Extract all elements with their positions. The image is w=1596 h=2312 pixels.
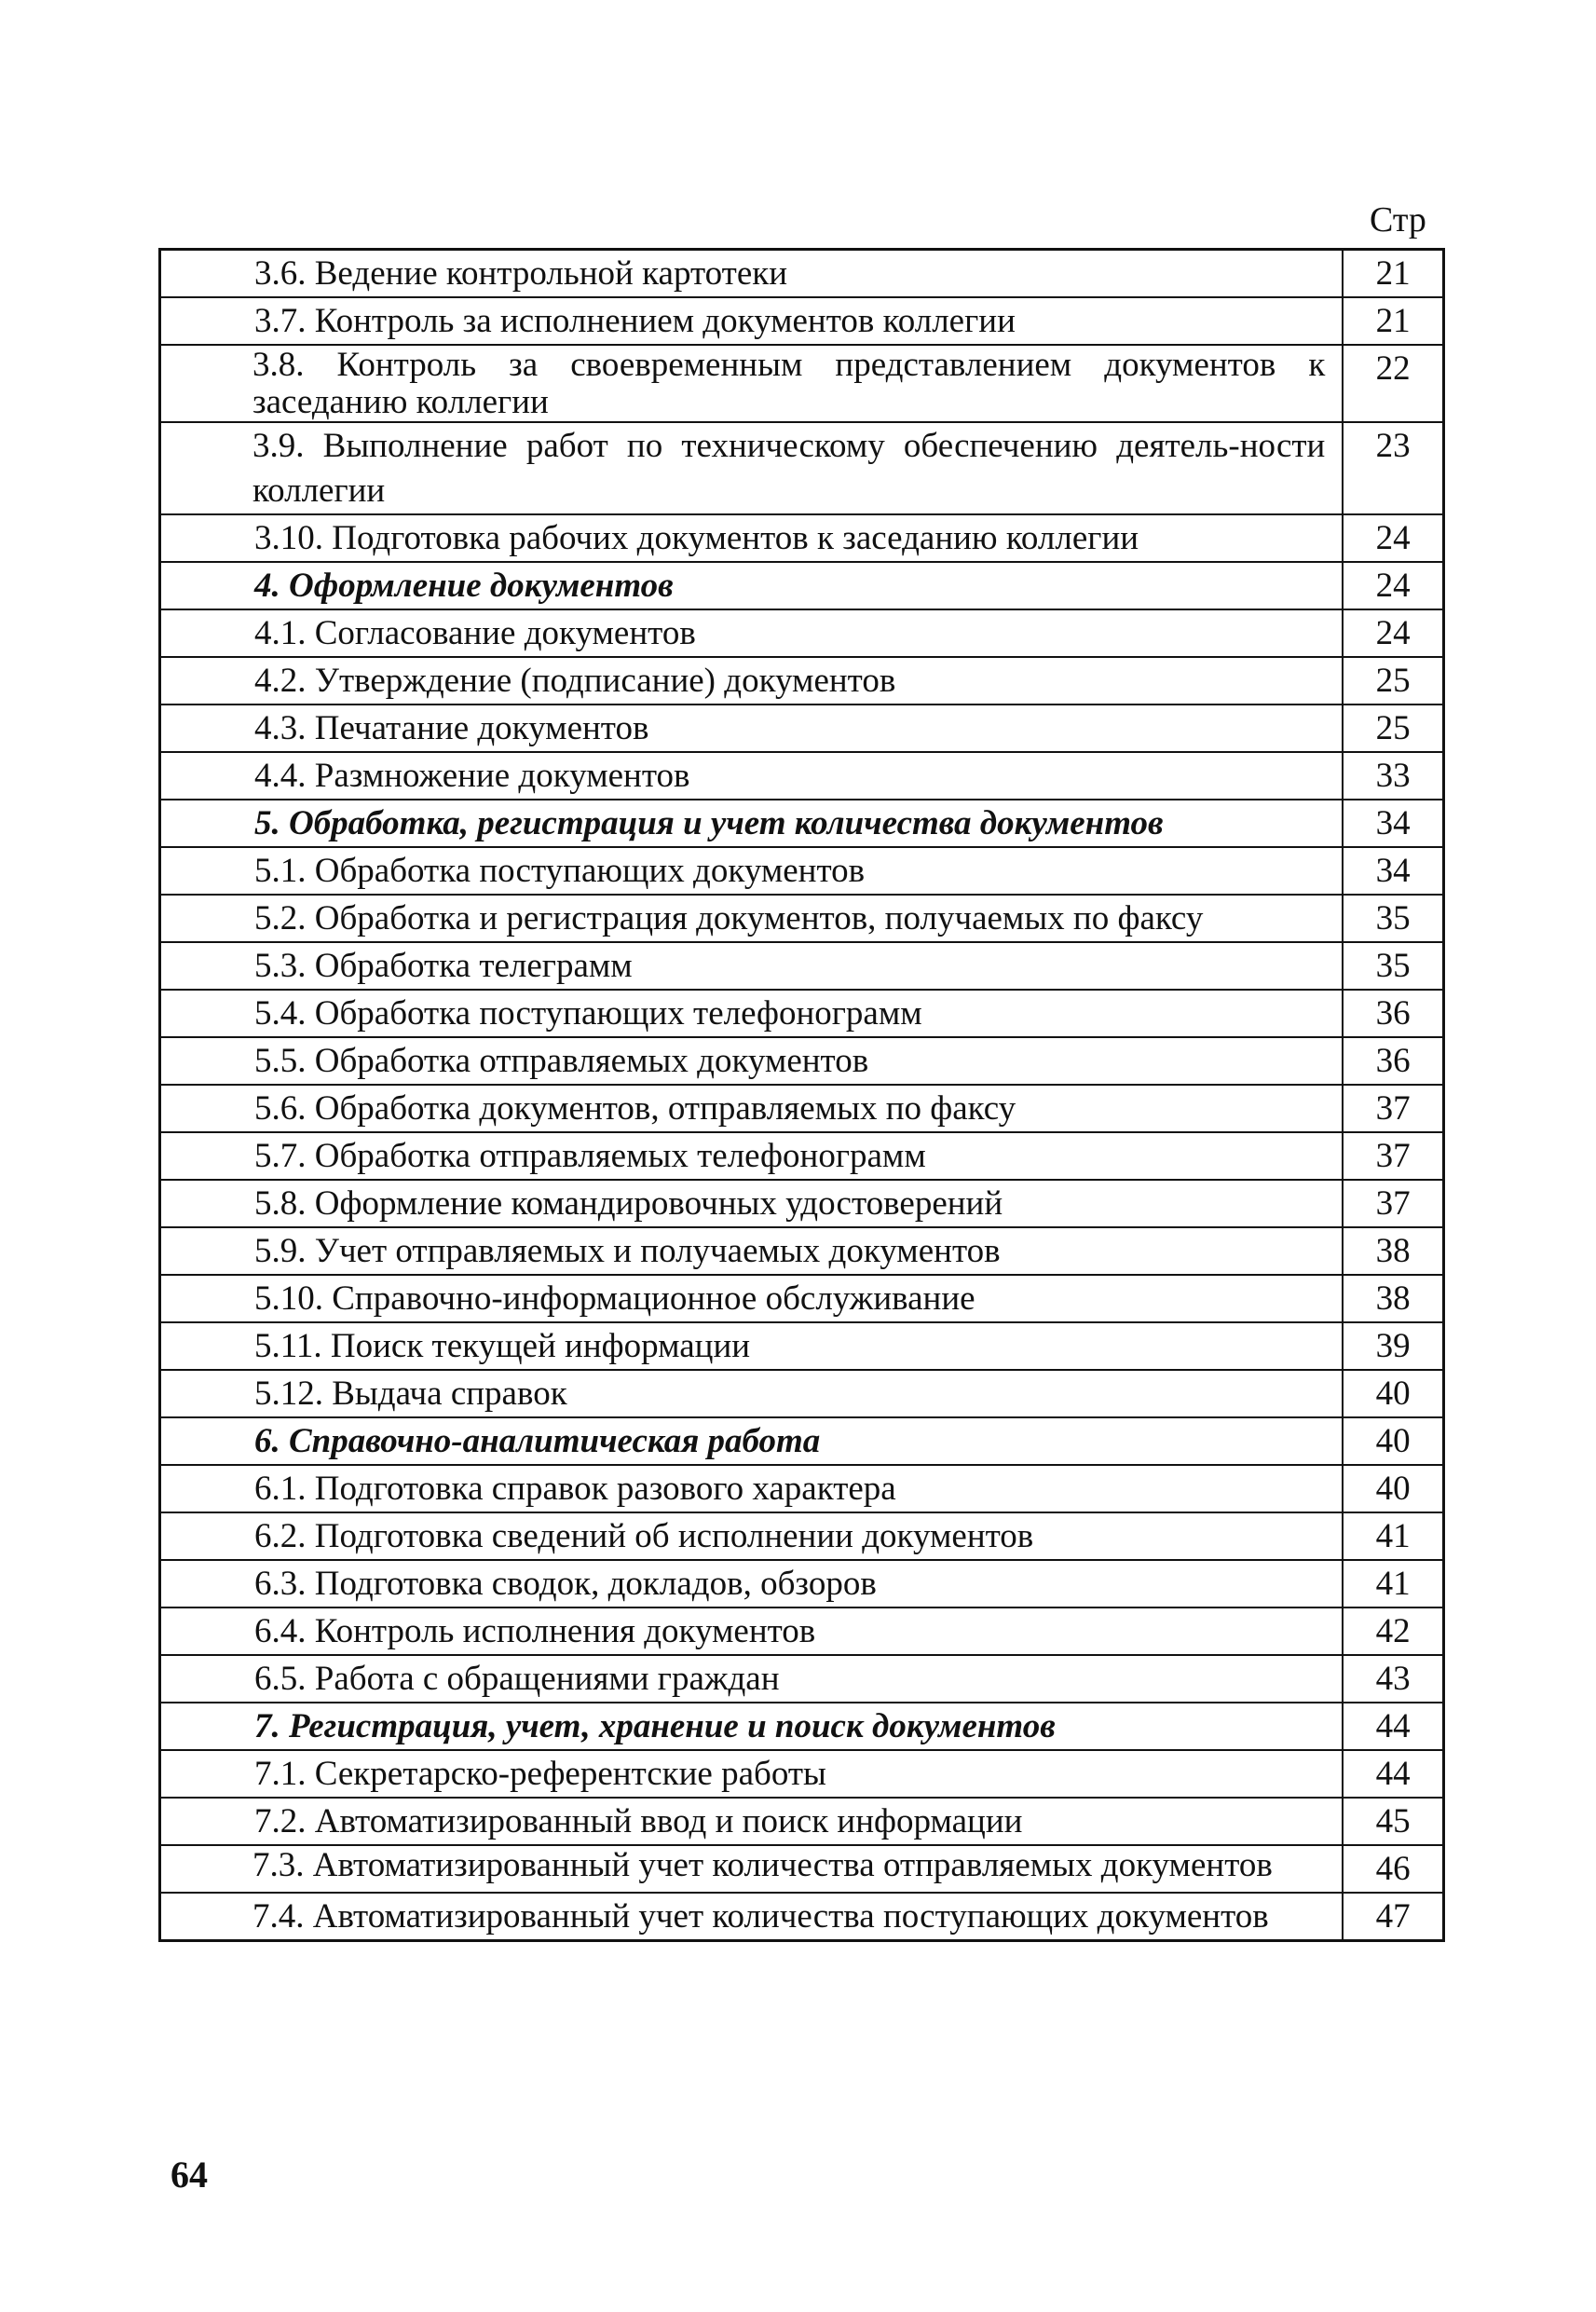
toc-entry-page: 39	[1343, 1322, 1443, 1370]
toc-entry-title: 3.10. Подготовка рабочих документов к заседанию коллегии	[160, 514, 1344, 562]
toc-entry-title: 5.8. Оформление командировочных удостоверений	[160, 1180, 1344, 1227]
page-column-label: Стр	[1370, 200, 1426, 239]
toc-row	[160, 1655, 1444, 1703]
toc-entry-title: 6.4. Контроль исполнения документов	[160, 1607, 1344, 1655]
toc-row	[160, 609, 1444, 657]
toc-entry-title: 6.1. Подготовка справок разового характера	[160, 1465, 1344, 1512]
toc-entry-page: 40	[1343, 1370, 1443, 1417]
toc-row	[160, 250, 1444, 298]
toc-row	[160, 1227, 1444, 1275]
toc-entry-page: 38	[1343, 1227, 1443, 1275]
toc-entry-title: 7.2. Автоматизированный ввод и поиск информации	[160, 1798, 1344, 1845]
toc-entry-title: 5.6. Обработка документов, отправляемых по факсу	[160, 1085, 1344, 1132]
toc-entry-page: 40	[1343, 1465, 1443, 1512]
toc-entry-page: 34	[1343, 800, 1443, 847]
toc-row	[160, 422, 1444, 514]
toc-entry-title: 4. Оформление документов	[160, 562, 1344, 609]
toc-row	[160, 1370, 1444, 1417]
toc-row	[160, 514, 1444, 562]
toc-entry-page: 25	[1343, 705, 1443, 752]
toc-entry-page: 45	[1343, 1798, 1443, 1845]
toc-row	[160, 1465, 1444, 1512]
toc-entry-title: 6.2. Подготовка сведений об исполнении документов	[160, 1512, 1344, 1560]
toc-row	[160, 895, 1444, 942]
toc-entry-page: 47	[1343, 1893, 1443, 1941]
toc-entry-title: 6.5. Работа с обращениями граждан	[160, 1655, 1344, 1703]
toc-entry-title: 3.9. Выполнение работ по техническому обеспечению деятель-ности коллегии	[160, 422, 1344, 514]
toc-row	[160, 1085, 1444, 1132]
toc-entry-title: 5.1. Обработка поступающих документов	[160, 847, 1344, 895]
toc-entry-page: 35	[1343, 895, 1443, 942]
toc-row	[160, 1845, 1444, 1893]
toc-entry-page: 38	[1343, 1275, 1443, 1322]
toc-row	[160, 847, 1444, 895]
toc-entry-title: 7. Регистрация, учет, хранение и поиск документов	[160, 1703, 1344, 1750]
toc-section-row	[160, 1703, 1444, 1750]
toc-entry-page: 41	[1343, 1560, 1443, 1607]
toc-entry-page: 21	[1343, 297, 1443, 345]
toc-entry-title: 3.6. Ведение контрольной картотеки	[160, 250, 1344, 298]
toc-entry-page: 44	[1343, 1703, 1443, 1750]
toc-entry-title: 4.4. Размножение документов	[160, 752, 1344, 800]
toc-row	[160, 1798, 1444, 1845]
toc-entry-page: 37	[1343, 1180, 1443, 1227]
toc-entry-title: 5.5. Обработка отправляемых документов	[160, 1037, 1344, 1085]
toc-row	[160, 1750, 1444, 1798]
toc-row	[160, 1512, 1444, 1560]
toc-entry-title: 4.1. Согласование документов	[160, 609, 1344, 657]
toc-row	[160, 345, 1444, 422]
toc-entry-title: 5.7. Обработка отправляемых телефонограмм	[160, 1132, 1344, 1180]
toc-row	[160, 705, 1444, 752]
toc-entry-title: 4.2. Утверждение (подписание) документов	[160, 657, 1344, 705]
toc-entry-page: 25	[1343, 657, 1443, 705]
toc-row	[160, 1037, 1444, 1085]
toc-entry-page: 42	[1343, 1607, 1443, 1655]
toc-entry-page: 35	[1343, 942, 1443, 990]
toc-row	[160, 942, 1444, 990]
toc-entry-title: 5.12. Выдача справок	[160, 1370, 1344, 1417]
toc-entry-page: 40	[1343, 1417, 1443, 1465]
toc-entry-page: 24	[1343, 609, 1443, 657]
toc-row	[160, 1275, 1444, 1322]
toc-row	[160, 1322, 1444, 1370]
toc-entry-title: 3.8. Контроль за своевременным представлением документов к заседанию коллегии	[160, 345, 1344, 422]
toc-entry-page: 36	[1343, 990, 1443, 1037]
toc-entry-page: 33	[1343, 752, 1443, 800]
toc-row	[160, 1132, 1444, 1180]
toc-entry-title: 4.3. Печатание документов	[160, 705, 1344, 752]
toc-row	[160, 1607, 1444, 1655]
toc-entry-page: 23	[1343, 422, 1443, 514]
toc-entry-page: 34	[1343, 847, 1443, 895]
toc-entry-page: 43	[1343, 1655, 1443, 1703]
toc-row	[160, 1180, 1444, 1227]
toc-entry-title: 6. Справочно-аналитическая работа	[160, 1417, 1344, 1465]
table-of-contents	[158, 248, 1445, 1942]
toc-row	[160, 1893, 1444, 1941]
toc-entry-page: 44	[1343, 1750, 1443, 1798]
toc-entry-title: 7.3. Автоматизированный учет количества отправляемых документов	[160, 1845, 1344, 1893]
toc-entry-title: 5.3. Обработка телеграмм	[160, 942, 1344, 990]
toc-entry-page: 24	[1343, 562, 1443, 609]
toc-section-row	[160, 562, 1444, 609]
toc-row	[160, 297, 1444, 345]
toc-entry-page: 22	[1343, 345, 1443, 422]
toc-entry-page: 37	[1343, 1132, 1443, 1180]
toc-row	[160, 752, 1444, 800]
toc-entry-title: 6.3. Подготовка сводок, докладов, обзоров	[160, 1560, 1344, 1607]
toc-section-row	[160, 800, 1444, 847]
toc-entry-page: 36	[1343, 1037, 1443, 1085]
toc-entry-page: 37	[1343, 1085, 1443, 1132]
page-number: 64	[171, 2154, 208, 2196]
toc-section-row	[160, 1417, 1444, 1465]
toc-entry-title: 5.11. Поиск текущей информации	[160, 1322, 1344, 1370]
toc-entry-title: 5.2. Обработка и регистрация документов, получаемых по факсу	[160, 895, 1344, 942]
toc-entry-title: 7.4. Автоматизированный учет количества поступающих документов	[160, 1893, 1344, 1941]
toc-entry-page: 21	[1343, 250, 1443, 298]
toc-entry-title: 5. Обработка, регистрация и учет количества документов	[160, 800, 1344, 847]
toc-entry-title: 3.7. Контроль за исполнением документов коллегии	[160, 297, 1344, 345]
toc-row	[160, 657, 1444, 705]
toc-entry-page: 41	[1343, 1512, 1443, 1560]
toc-row	[160, 990, 1444, 1037]
toc-entry-page: 24	[1343, 514, 1443, 562]
toc-entry-title: 5.9. Учет отправляемых и получаемых документов	[160, 1227, 1344, 1275]
toc-row	[160, 1560, 1444, 1607]
toc-entry-page: 46	[1343, 1845, 1443, 1893]
toc-entry-title: 5.4. Обработка поступающих телефонограмм	[160, 990, 1344, 1037]
toc-entry-title: 5.10. Справочно-информационное обслуживание	[160, 1275, 1344, 1322]
toc-entry-title: 7.1. Секретарско-референтские работы	[160, 1750, 1344, 1798]
